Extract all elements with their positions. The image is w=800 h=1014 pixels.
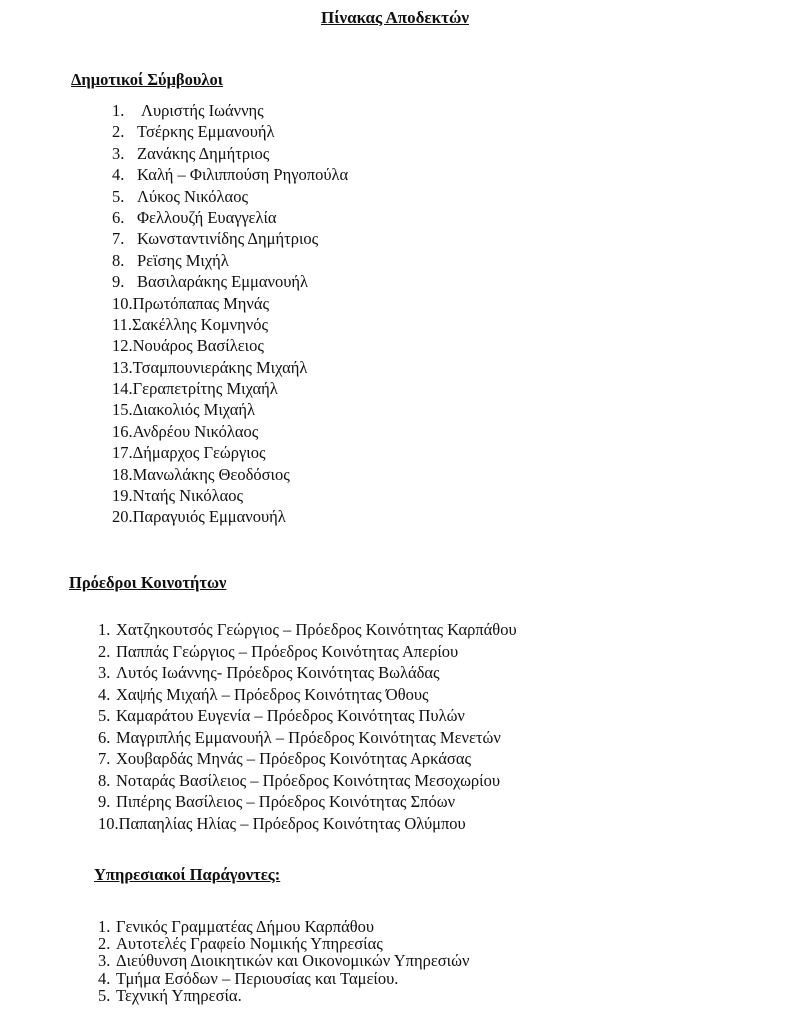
- list-item: [98, 684, 517, 706]
- section-heading-services: Υπηρεσιακοί Παράγοντες:: [94, 865, 281, 884]
- list-item-name: Λυριστής Ιωάννης: [141, 101, 264, 120]
- list-item: [112, 228, 348, 249]
- list-item: [112, 207, 348, 228]
- list-item-name: Λυτός Ιωάννης- Πρόεδρος Κοινότητας Βωλάδας: [116, 663, 440, 682]
- list-item-name: Φελλουζή Ευαγγελία: [137, 207, 277, 227]
- list-item: [112, 421, 348, 442]
- list-item-number: 8.: [98, 770, 111, 790]
- list-item-number: 7.: [98, 749, 111, 768]
- list-item: [98, 748, 517, 770]
- list-item: [112, 335, 348, 356]
- list-item: [98, 987, 469, 1004]
- list-item-number: 15.: [112, 400, 133, 420]
- list-item-number: 5.: [112, 186, 125, 206]
- list-item-name: Λύκος Νικόλαος: [137, 186, 248, 206]
- list-item-number: 2.: [112, 122, 125, 142]
- list-item-number: 5.: [98, 985, 111, 1005]
- list-item: [112, 271, 348, 292]
- list-item-name: Διακολιός Μιχαήλ: [132, 400, 256, 420]
- list-item: [112, 186, 348, 207]
- list-item: [112, 143, 348, 164]
- list-item-name: Παραγυιός Εμμανουήλ: [132, 507, 286, 527]
- list-item-number: 1.: [112, 101, 125, 120]
- list-item-number: 3.: [112, 143, 125, 163]
- list-item-number: 1.: [98, 917, 111, 936]
- list-item-number: 9.: [112, 272, 125, 292]
- list-item-number: 14.: [112, 379, 133, 399]
- list-item-number: 3.: [98, 951, 111, 971]
- list-item: [98, 970, 469, 987]
- list-item-number: 2.: [98, 934, 111, 954]
- list-item-number: 10.: [98, 813, 119, 833]
- list-item-number: 12.: [112, 336, 133, 356]
- list-item-name: Σακέλλης Κομνηνός: [132, 314, 268, 334]
- list-item-number: 18.: [112, 464, 133, 484]
- list-item-name: Ρεϊσης Μιχήλ: [137, 250, 229, 270]
- list-item: [112, 100, 348, 121]
- list-item-number: 17.: [112, 443, 133, 463]
- list-item-name: Χουβαρδάς Μηνάς – Πρόεδρος Κοινότητας Αρκάσας: [116, 749, 472, 768]
- list-item-name: Παππάς Γεώργιος – Πρόεδρος Κοινότητας Απερίου: [116, 641, 459, 661]
- list-item: [98, 918, 469, 935]
- list-item: [98, 813, 517, 835]
- councillors-list: [112, 100, 348, 528]
- list-item: [112, 164, 348, 185]
- list-item-name: Κωνσταντινίδης Δημήτριος: [137, 229, 319, 249]
- list-item-number: 5.: [98, 706, 111, 725]
- list-item-number: 4.: [112, 165, 125, 185]
- list-item-name: Νταής Νικόλαος: [132, 486, 244, 506]
- list-item: [112, 442, 348, 463]
- list-item-number: 8.: [112, 250, 125, 270]
- list-item-name: Χαψής Μιχαήλ – Πρόεδρος Κοινότητας Όθους: [116, 684, 429, 704]
- list-item: [112, 399, 348, 420]
- list-item: [98, 705, 517, 727]
- list-item-name: Ζανάκης Δημήτριος: [137, 143, 270, 163]
- list-item-number: 10.: [112, 293, 133, 313]
- list-item-number: 20.: [112, 507, 133, 527]
- list-item-name: Μανωλάκης Θεοδόσιος: [132, 464, 290, 484]
- list-item-number: 4.: [98, 684, 111, 704]
- list-item-number: 2.: [98, 641, 111, 661]
- list-item: [112, 250, 348, 271]
- presidents-list: [98, 619, 517, 834]
- list-item: [98, 662, 517, 684]
- list-item-number: 4.: [98, 968, 111, 988]
- list-item: [98, 727, 517, 749]
- list-item: [98, 791, 517, 813]
- list-item-name: Παπαηλίας Ηλίας – Πρόεδρος Κοινότητας Ολύμπου: [118, 813, 466, 833]
- list-item-name: Γεραπετρίτης Μιχαήλ: [132, 379, 278, 399]
- list-item-number: 6.: [112, 207, 125, 227]
- list-item: [98, 619, 517, 641]
- list-item-number: 7.: [112, 229, 125, 249]
- list-item-name: Καμαράτου Ευγενία – Πρόεδρος Κοινότητας Πυλών: [116, 706, 465, 725]
- list-item-number: 6.: [98, 727, 111, 747]
- list-item-number: 19.: [112, 486, 133, 506]
- list-item-name: Γενικός Γραμματέας Δήμου Καρπάθου: [116, 917, 375, 936]
- list-item-number: 1.: [98, 620, 111, 639]
- list-item-number: 16.: [112, 421, 133, 441]
- list-item-name: Νουάρος Βασίλειος: [132, 336, 264, 356]
- list-item-name: Καλή – Φιλιππούση Ρηγοπούλα: [137, 165, 349, 185]
- list-item-name: Δήμαρχος Γεώργιος: [132, 443, 266, 463]
- section-heading-councillors: Δημοτικοί Σύμβουλοι: [71, 70, 223, 89]
- list-item: [98, 770, 517, 792]
- list-item: [112, 485, 348, 506]
- list-item-name: Χατζηκουτσός Γεώργιος – Πρόεδρος Κοινότητας Καρπάθου: [116, 620, 517, 639]
- list-item-name: Τσέρκης Εμμανουήλ: [137, 122, 275, 142]
- list-item: [112, 121, 348, 142]
- list-item: [98, 935, 469, 952]
- list-item-name: Μαγριπλής Εμμανουήλ – Πρόεδρος Κοινότητας Μενετών: [116, 727, 501, 747]
- list-item-name: Αυτοτελές Γραφείο Νομικής Υπηρεσίας: [116, 934, 383, 954]
- services-list: [98, 918, 469, 1004]
- list-item: [112, 293, 348, 314]
- list-item: [112, 464, 348, 485]
- list-item-name: Πιπέρης Βασίλειος – Πρόεδρος Κοινότητας Σπόων: [116, 792, 456, 811]
- list-item: [98, 952, 469, 969]
- list-item-name: Τσαμπουνιεράκης Μιχαήλ: [132, 357, 308, 377]
- list-item: [112, 506, 348, 527]
- list-item-name: Διεύθυνση Διοικητικών και Οικονομικών Υπηρεσιών: [116, 951, 470, 971]
- list-item-name: Νοταράς Βασίλειος – Πρόεδρος Κοινότητας Μεσοχωρίου: [116, 770, 501, 790]
- list-item: [112, 314, 348, 335]
- list-item-number: 11.: [112, 314, 133, 334]
- list-item-name: Τεχνική Υπηρεσία.: [116, 985, 242, 1005]
- list-item: [112, 378, 348, 399]
- list-item: [112, 357, 348, 378]
- list-item-name: Βασιλαράκης Εμμανουήλ: [137, 272, 309, 292]
- list-item-name: Πρωτόπαπας Μηνάς: [132, 293, 270, 313]
- list-item: [98, 641, 517, 663]
- list-item-number: 9.: [98, 792, 111, 811]
- list-item-name: Τμήμα Εσόδων – Περιουσίας και Ταμείου.: [116, 968, 399, 988]
- list-item-number: 13.: [112, 357, 133, 377]
- section-heading-presidents: Πρόεδροι Κοινοτήτων: [69, 573, 227, 592]
- list-item-number: 3.: [98, 663, 111, 682]
- list-item-name: Ανδρέου Νικόλαος: [132, 421, 259, 441]
- document-title: Πίνακας Αποδεκτών: [321, 8, 469, 27]
